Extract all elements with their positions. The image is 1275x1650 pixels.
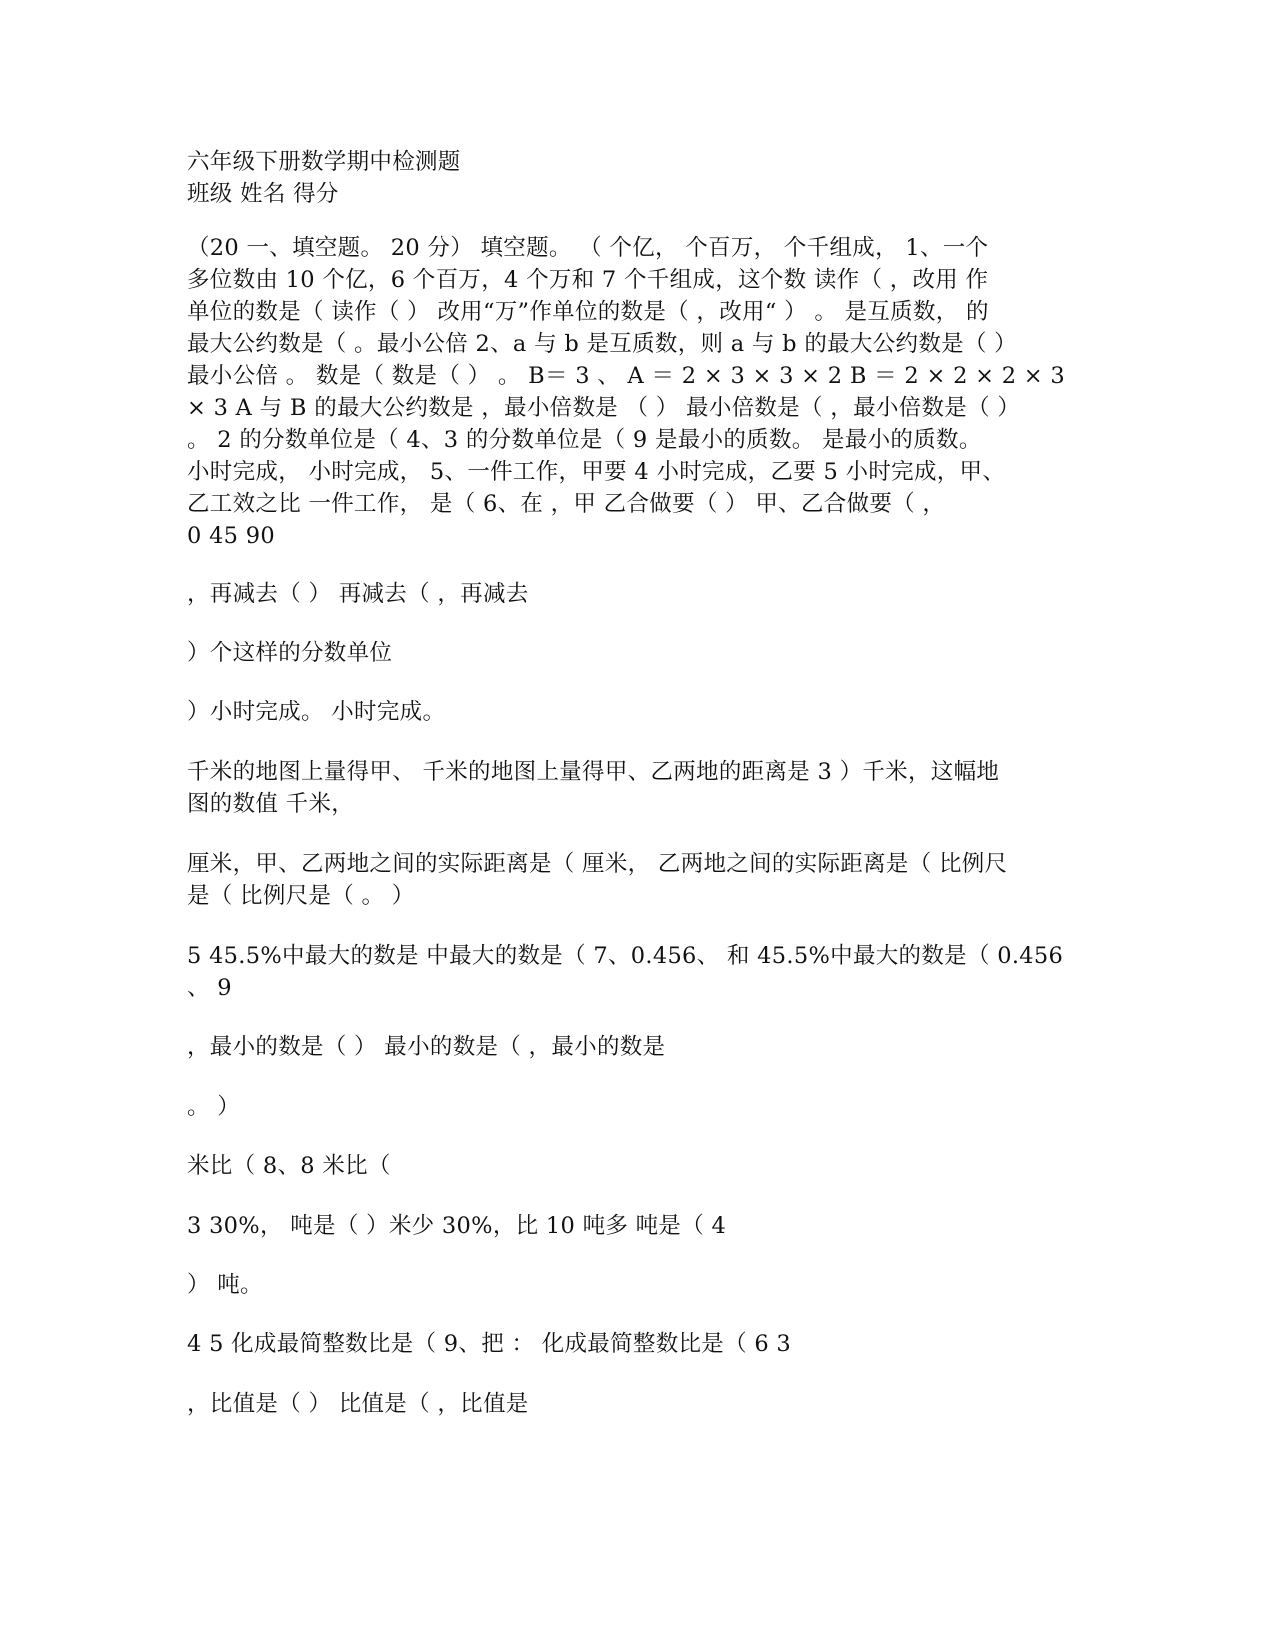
text-line: ） 吨。 — [187, 1272, 263, 1298]
text-line: 最大公约数是（ 。最小公倍 2、a 与 b 是互质数，则 a 与 b 的最大公约数是（ ） — [187, 331, 1017, 357]
paragraph-fill-in-intro — [187, 232, 1107, 552]
text-line: 图的数值 千米， — [187, 791, 355, 817]
text-line: 5 45.5%中最大的数是 中最大的数是（ 7、0.456、 和 45.5%中最大的数是（ 0.456 — [187, 943, 1064, 969]
text-line: 最小公倍 。 数是（ 数是（ ） 。 B＝ 3 、 A ＝ 2 × 3 × 3 × 2 B ＝ 2 × 2 × 2 × 3 — [187, 363, 1066, 389]
paragraph — [187, 637, 1107, 669]
text-line: 。 2 的分数单位是（ 4、3 的分数单位是（ 9 是最小的质数。 是最小的质数。 — [187, 427, 982, 453]
paragraph — [187, 1150, 1107, 1182]
text-line: 乙工效之比 一件工作， 是（ 6、在 ，甲 乙合做要（ ） 甲、乙合做要（ ， — [187, 491, 946, 517]
title-line: 六年级下册数学期中检测题 — [187, 149, 461, 175]
text-line: 0 45 90 — [187, 523, 275, 549]
text-line: 是（ 比例尺是（ 。 ） — [187, 883, 415, 909]
text-line: 米比（ 8、8 米比（ — [187, 1153, 391, 1179]
document-title — [187, 146, 1107, 178]
paragraph — [187, 848, 1107, 912]
text-line: 。 ） — [187, 1094, 241, 1120]
paragraph — [187, 940, 1107, 1004]
text-line: 厘米，甲、乙两地之间的实际距离是（ 厘米， 乙两地之间的实际距离是（ 比例尺 — [187, 851, 1008, 877]
text-line: ，最小的数是（ ） 最小的数是（ ，最小的数是 — [187, 1034, 666, 1060]
paragraph — [187, 756, 1107, 820]
text-line: ）个这样的分数单位 — [187, 640, 393, 666]
text-line: （20 一、填空题。 20 分） 填空题。 （ 个亿， 个百万， 个千组成， 1、一个 — [187, 235, 989, 261]
paragraph — [187, 1328, 1107, 1360]
paragraph — [187, 696, 1107, 728]
paragraph — [187, 1388, 1107, 1420]
text-line: 小时完成， 小时完成， 5、一件工作，甲要 4 小时完成，乙要 5 小时完成，甲、 — [187, 459, 1006, 485]
paragraph — [187, 578, 1107, 610]
text-line: ）小时完成。 小时完成。 — [187, 699, 446, 725]
paragraph — [187, 1031, 1107, 1063]
paragraph — [187, 1091, 1107, 1123]
text-line: 3 30%， 吨是（ ）米少 30%，比 10 吨多 吨是（ 4 — [187, 1213, 727, 1239]
text-line: 千米的地图上量得甲、 千米的地图上量得甲、乙两地的距离是 3 ）千米，这幅地 — [187, 759, 1000, 785]
text-line: 、 9 — [187, 975, 232, 1001]
header-line: 班级 姓名 得分 — [187, 181, 339, 207]
text-line: ，比值是（ ） 比值是（ ，比值是 — [187, 1391, 529, 1417]
text-line: 4 5 化成最简整数比是（ 9、把 ： 化成最简整数比是（ 6 3 — [187, 1331, 792, 1357]
text-line: ，再减去（ ） 再减去（ ，再减去 — [187, 581, 529, 607]
paragraph — [187, 1210, 1107, 1242]
text-line: 多位数由 10 个亿，6 个百万，4 个万和 7 个千组成，这个数 读作（ ，改用 作 — [187, 267, 989, 293]
student-info-line — [187, 178, 1107, 210]
text-line: × 3 A 与 B 的最大公约数是 ，最小倍数是 （ ） 最小倍数是（ ，最小倍数是（ ） — [187, 395, 1021, 421]
text-line: 单位的数是（ 读作（ ） 改用“万”作单位的数是（ ，改用“ ） 。 是互质数， 的 — [187, 299, 989, 325]
paragraph — [187, 1269, 1107, 1301]
